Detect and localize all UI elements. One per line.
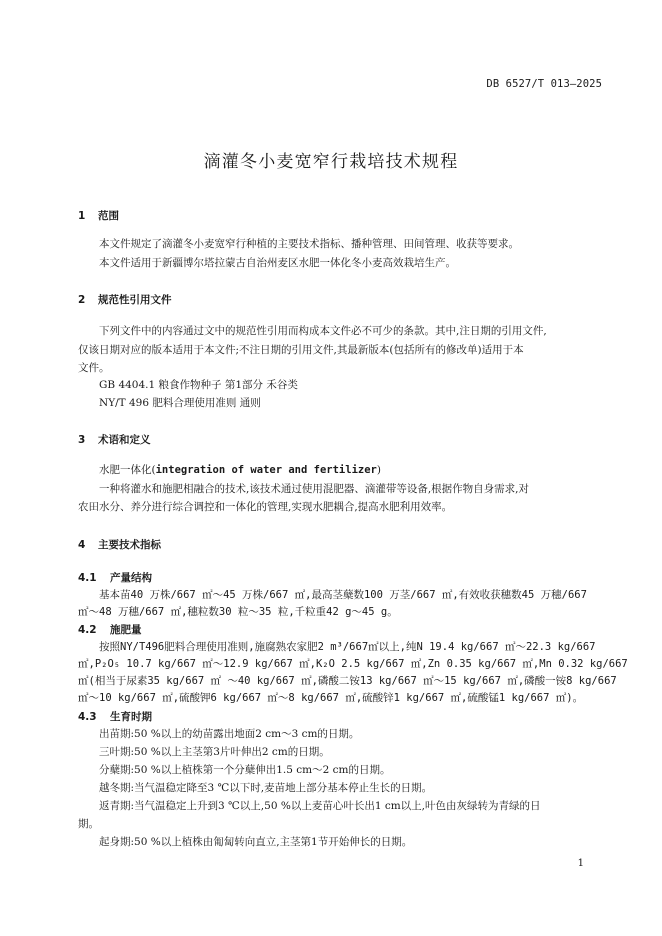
paragraph-line: 文件。 [78,362,110,374]
term-entry [78,463,619,479]
paragraph-line: ㎡～10 kg/667 ㎡,硫酸钾6 kg/667 ㎡～8 kg/667 ㎡,硫酸锌1 kg/667 ㎡,硫酸锰1 kg/667 ㎡)。 [78,692,584,704]
subsection-4-2-heading [78,622,142,637]
paragraph-line: 基本苗40 万株/667 ㎡～45 万株/667 ㎡,最高茎蘖数100 万茎/667 ㎡,有效收获穗数45 万穗/667 [99,589,587,601]
section-title: 术语和定义 [98,434,151,446]
subsection-4-3-heading [78,709,152,724]
definition-line: 农田水分、养分进行综合调控和一体化的管理,实现水肥耦合,提高水肥利用效率。 [78,501,453,513]
document-title: 滴灌冬小麦宽窄行栽培技术规程 [203,152,459,172]
section-title: 主要技术指标 [98,539,161,551]
subsection-number: 4.2 [78,624,97,636]
section-4-heading [78,537,161,552]
paragraph: 本文件适用于新疆博尔塔拉蒙古自治州麦区水肥一体化冬小麦高效栽培生产。 [99,257,456,269]
subsection-title: 产量结构 [110,572,152,584]
growth-stage-item: 起身期:50 %以上植株由匍匐转向直立,主茎第1节开始伸长的日期。 [99,836,413,848]
section-title: 范围 [98,210,119,222]
section-number: 2 [78,294,86,306]
document-code: DB 6527/T 013—2025 [486,78,602,90]
growth-stage-item: 三叶期:50 %以上主茎第3片叶伸出2 cm的日期。 [99,746,330,758]
paragraph-line: ㎡,P₂O₅ 10.7 kg/667 ㎡～12.9 kg/667 ㎡,K₂O 2.5 kg/667 ㎡,Zn 0.35 kg/667 ㎡,Mn 0.32 kg/667 [78,658,628,670]
term-close-paren: ) [376,464,381,476]
section-2-heading [78,292,172,307]
section-1-heading [78,208,119,223]
term-chinese: 水肥一体化( [99,464,156,476]
paragraph-line: 仅该日期对应的版本适用于本文件;不注日期的引用文件,其最新版本(包括所有的修改单)适用于本 [78,344,524,356]
section-number: 3 [78,434,86,446]
subsection-4-1-heading [78,570,152,585]
section-3-heading [78,432,151,447]
section-number: 1 [78,210,86,222]
subsection-number: 4.3 [78,711,97,723]
reference-item: GB 4404.1 粮食作物种子 第1部分 禾谷类 [99,379,298,391]
growth-stage-item: 越冬期:当气温稳定降至3 ℃以下时,麦苗地上部分基本停止生长的日期。 [99,782,433,794]
paragraph-line: ㎡(相当于尿素35 kg/667 ㎡ ～40 kg/667 ㎡,磷酸二铵13 kg/667 ㎡～15 kg/667 ㎡,磷酸一铵8 kg/667 [78,675,617,687]
reference-item: NY/T 496 肥料合理使用准则 通则 [99,397,261,409]
growth-stage-item: 分蘖期:50 %以上植株第一个分蘖伸出1.5 cm～2 cm的日期。 [99,764,391,776]
definition-line: 一种将灌水和施肥相融合的技术,该技术通过使用混肥器、滴灌带等设备,根据作物自身需求,对 [99,483,530,495]
growth-stage-item: 返青期:当气温稳定上升到3 ℃以上,50 %以上麦苗心叶长出1 cm以上,叶色由灰绿转为青绿的日 [99,800,541,812]
section-number: 4 [78,539,86,551]
section-title: 规范性引用文件 [98,294,172,306]
paragraph-line: 下列文件中的内容通过文中的规范性引用而构成本文件必不可少的条款。其中,注日期的引用文件, [99,325,547,337]
growth-stage-item-continued: 期。 [78,818,99,830]
subsection-number: 4.1 [78,572,97,584]
term-english: integration of water and fertilizer [155,464,377,476]
page-number: 1 [577,858,584,869]
growth-stage-item: 出苗期:50 %以上的幼苗露出地面2 cm～3 cm的日期。 [99,728,360,740]
subsection-title: 施肥量 [110,624,142,636]
paragraph: 本文件规定了滴灌冬小麦宽窄行种植的主要技术指标、播种管理、田间管理、收获等要求。 [99,238,519,250]
paragraph-line: ㎡～48 万穗/667 ㎡,穗粒数30 粒～35 粒,千粒重42 g～45 g。 [78,606,398,618]
paragraph-line: 按照NY/T496肥料合理使用准则,施腐熟农家肥2 m³/667㎡以上,纯N 19.4 kg/667 ㎡～22.3 kg/667 [99,641,596,653]
subsection-title: 生育时期 [110,711,152,723]
